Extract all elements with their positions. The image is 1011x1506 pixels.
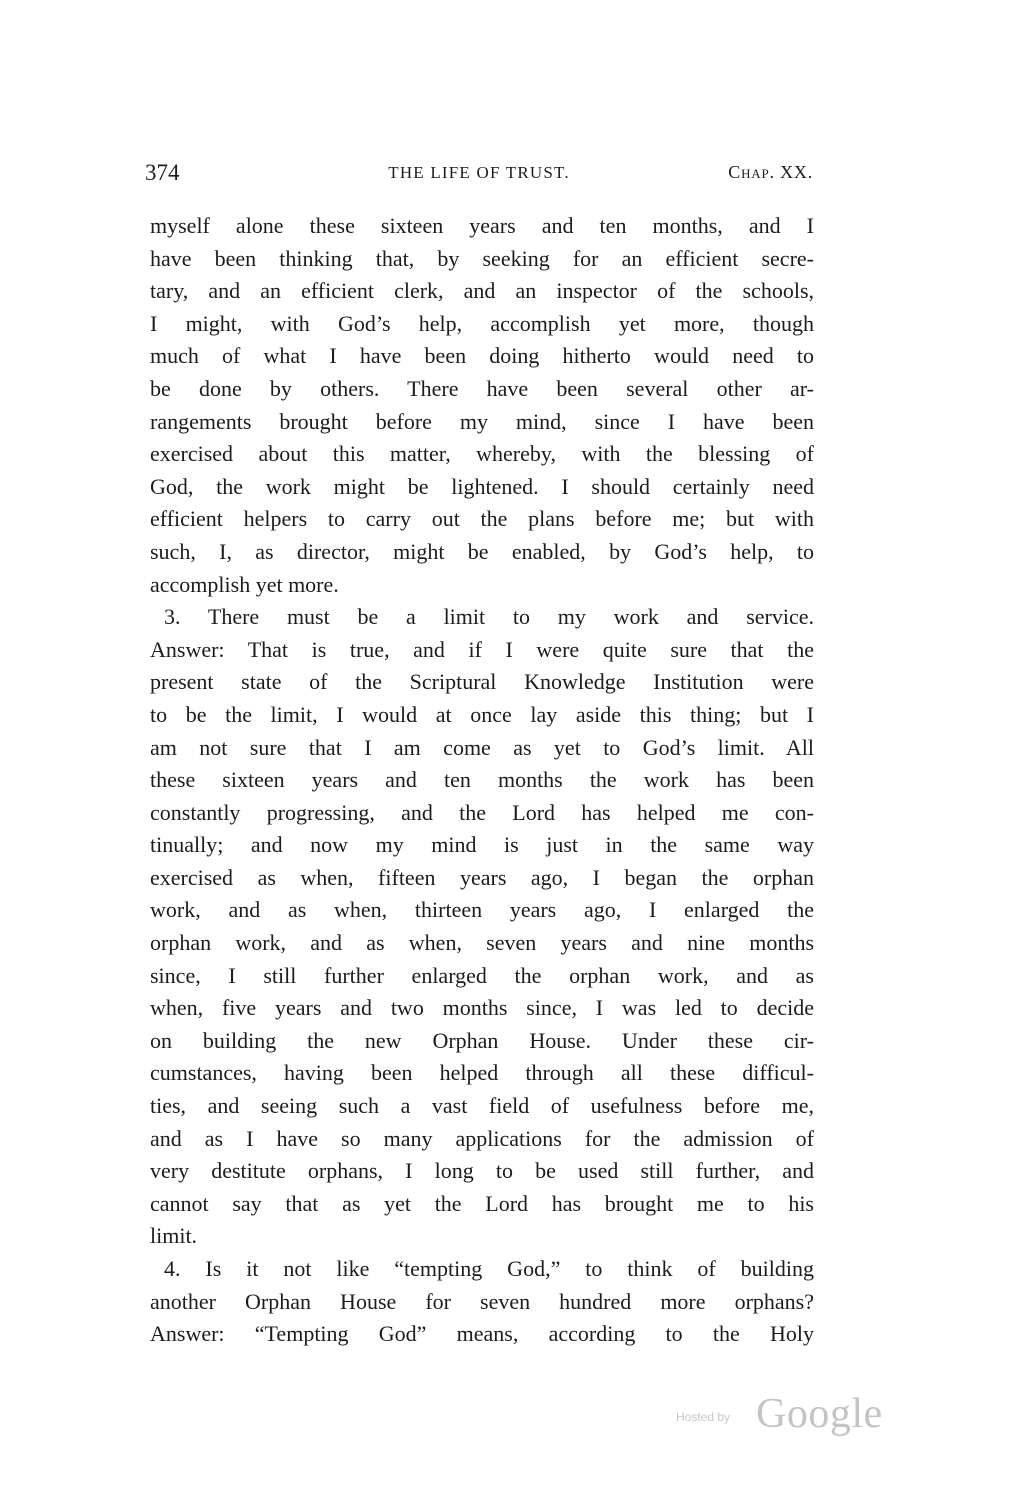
- watermark-hosted-by: Hosted by: [676, 1410, 731, 1424]
- text-line: ties, and seeing such a vast field of usefulness before me,: [150, 1093, 814, 1119]
- text-line: cumstances, having been helped through all these difficul-: [150, 1060, 814, 1086]
- text-line: I might, with God’s help, accomplish yet more, though: [150, 310, 814, 336]
- text-line: efficient helpers to carry out the plans before me; but with: [150, 506, 814, 532]
- text-line: on building the new Orphan House. Under these cir-: [150, 1027, 814, 1053]
- text-line: another Orphan House for seven hundred more orphans?: [150, 1288, 814, 1314]
- text-line: be done by others. There have been several other ar-: [150, 375, 814, 401]
- text-line: exercised as when, fifteen years ago, I began the orphan: [150, 864, 814, 890]
- page-number: 374: [145, 160, 180, 185]
- text-line: tinually; and now my mind is just in the same way: [150, 832, 814, 858]
- text-line: myself alone these sixteen years and ten months, and I: [150, 213, 814, 238]
- text-line: when, five years and two months since, I was led to decide: [150, 995, 814, 1021]
- text-line: 4. Is it not like “tempting God,” to think of building: [164, 1256, 814, 1281]
- text-line: have been thinking that, by seeking for an efficient secre-: [150, 245, 814, 271]
- text-line: God, the work might be lightened. I should certainly need: [150, 473, 814, 499]
- text-line: Answer: “Tempting God” means, according to the Holy: [150, 1321, 814, 1347]
- page-header: [145, 160, 813, 190]
- text-line: since, I still further enlarged the orphan work, and as: [150, 962, 814, 988]
- text-line: and as I have so many applications for the admission of: [150, 1125, 814, 1151]
- hosted-by-google-watermark: [676, 1390, 886, 1440]
- text-line: such, I, as director, might be enabled, by God’s help, to: [150, 538, 814, 564]
- chapter-label: Chap. XX.: [728, 162, 813, 182]
- text-line: cannot say that as yet the Lord has brought me to his: [150, 1190, 814, 1216]
- text-line: tary, and an efficient clerk, and an inspector of the schools,: [150, 278, 814, 304]
- text-line: these sixteen years and ten months the work has been: [150, 767, 814, 793]
- text-line: present state of the Scriptural Knowledge Institution were: [150, 669, 814, 695]
- text-line: very destitute orphans, I long to be used still further, and: [150, 1158, 814, 1184]
- text-line: to be the limit, I would at once lay aside this thing; but I: [150, 701, 814, 727]
- text-line: am not sure that I am come as yet to God’s limit. All: [150, 734, 814, 760]
- google-logo: Google: [756, 1391, 883, 1437]
- text-line: accomplish yet more.: [150, 571, 339, 597]
- text-line: orphan work, and as when, seven years and nine months: [150, 930, 814, 956]
- body-text: [150, 210, 814, 1351]
- running-title: THE LIFE OF TRUST.: [388, 163, 570, 182]
- text-line: rangements brought before my mind, since I have been: [150, 408, 814, 434]
- text-line: much of what I have been doing hitherto would need to: [150, 343, 814, 369]
- text-line: constantly progressing, and the Lord has helped me con-: [150, 799, 814, 825]
- text-line: 3. There must be a limit to my work and service.: [164, 604, 814, 630]
- text-line: exercised about this matter, whereby, with the blessing of: [150, 441, 814, 467]
- text-line: Answer: That is true, and if I were quite sure that the: [150, 636, 814, 662]
- text-line: work, and as when, thirteen years ago, I enlarged the: [150, 897, 814, 923]
- text-line: limit.: [150, 1223, 198, 1249]
